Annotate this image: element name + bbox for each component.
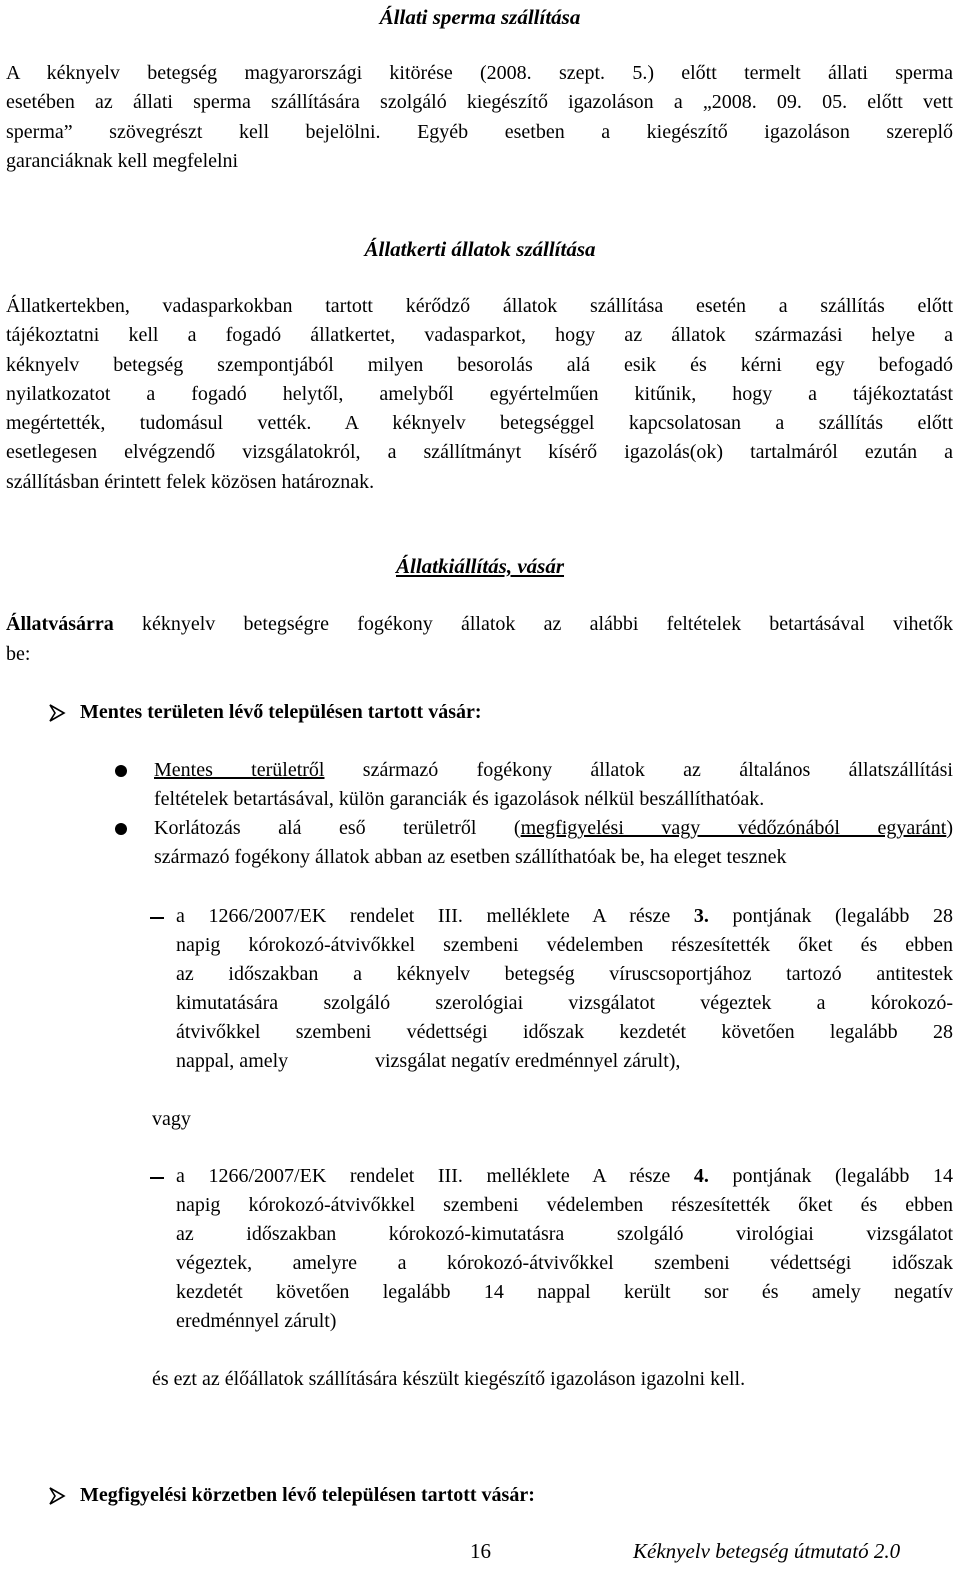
text-line: tájékoztatni kell a fogadó állatkertet, vadasparkot, hogy az állatok származási helye a: [6, 324, 953, 347]
dash2-line1: [176, 1162, 953, 1191]
dash1-last-part-a: nappal, amely: [176, 1050, 289, 1072]
text-line: szállításban érintett felek közösen határoznak.: [6, 470, 375, 493]
text-line: nyilatkozatot a fogadó helytől, amelyből egyértelműen kitűnik, hogy a tájékoztatást: [6, 382, 953, 405]
bullet1-line2: feltételek betartásával, külön garanciák és igazolások nélkül beszállíthatóak.: [154, 788, 765, 810]
dash2-line: kezdetét követően legalább 14 nappal került sor és amely negatív: [176, 1281, 953, 1303]
dash2-last-line: eredménnyel zárult): [176, 1310, 337, 1332]
heading-semen-transport: Állati sperma szállítása: [379, 5, 581, 29]
underlined-term: megfigyelési vagy védőzónából egyaránt: [520, 817, 947, 839]
arrow-bullet-icon: [48, 703, 66, 723]
dash2-line: végeztek, amelyre a kórokozó-átvivőkkel szembeni védettségi időszak: [176, 1252, 953, 1274]
footer-document-title: Kéknyelv betegség útmutató 2.0: [633, 1539, 901, 1563]
list-heading-free-zone-fair: Mentes területen lévő településen tartott vásár:: [80, 701, 482, 723]
dash1-line: átvivőkkel szembeni védettségi időszak kezdetét követően legalább 28: [176, 1021, 953, 1043]
fair-intro-line2: be:: [6, 643, 31, 665]
bullet2-tail: ): [946, 817, 953, 839]
point-number: 4.: [693, 1165, 709, 1187]
underlined-term: Mentes területről: [154, 759, 325, 781]
text-line: esetében az állati sperma szállítására szolgáló kiegészítő igazoláson a „2008. 09. 05. előtt vett: [6, 91, 953, 114]
dash1-line: az időszakban a kéknyelv betegség víruscsoportjához tartozó antitestek: [176, 963, 953, 985]
heading-zoo-transport: Állatkerti állatok szállítása: [364, 237, 596, 261]
bullet1-line1: [154, 756, 953, 785]
dash1-text: a 1266/2007/EK rendelet III. melléklete A része: [176, 905, 694, 927]
dash1-line: napig kórokozó-átvivőkkel szembeni védelemben részesítették őket és ebben: [176, 934, 953, 956]
dash2-text-post: pontjának (legalább 14: [708, 1165, 954, 1187]
text-line: sperma” szövegrészt kell bejelölni. Egyéb esetben a kiegészítő igazoláson szereplő: [6, 120, 953, 143]
bullet1-text: származó fogékony állatok az általános állatszállítási: [324, 759, 953, 781]
dash2-line: napig kórokozó-átvivőkkel szembeni védelemben részesítették őket és ebben: [176, 1194, 953, 1216]
text-line: megértették, tudomásul vették. A kéknyelv betegséggel kapcsolatosan a szállítás előtt: [6, 412, 953, 435]
dash-icon: [150, 1177, 164, 1179]
text-line: A kéknyelv betegség magyarországi kitörése (2008. szept. 5.) előtt termelt állati sperma: [6, 62, 953, 84]
dash1-last-part-b: vizsgálat negatív eredménnyel zárult),: [375, 1050, 681, 1072]
dash2-text: a 1266/2007/EK rendelet III. melléklete A része: [176, 1165, 694, 1187]
round-bullet-icon: [115, 765, 127, 777]
paragraph-semen: [6, 59, 953, 176]
intro-text: kéknyelv betegségre fogékony állatok az alábbi feltételek betartásával vihetők: [113, 613, 953, 635]
heading-exhibition-fair: Állatkiállítás, vásár: [395, 554, 565, 578]
bullet2-line1: [154, 814, 953, 843]
list-heading-surveillance-zone-fair: Megfigyelési körzetben lévő településen tartott vásár:: [80, 1484, 535, 1506]
fair-intro-line1: [6, 610, 953, 639]
intro-bold-term: Állatvásárra: [6, 613, 114, 635]
dash2-line: az időszakban kórokozó-kimutatásra szolgáló virológiai vizsgálatot: [176, 1223, 953, 1245]
conjunction-or: vagy: [152, 1108, 191, 1130]
dash1-line1: [176, 902, 953, 931]
round-bullet-icon: [115, 823, 127, 835]
arrow-bullet-icon: [48, 1486, 66, 1506]
dash1-text-post: pontjának (legalább 28: [708, 905, 954, 927]
bullet2-lead: Korlátozás alá eső területről (: [154, 817, 521, 839]
closing-sentence: és ezt az élőállatok szállítására készült kiegészítő igazoláson igazolni kell.: [152, 1368, 746, 1390]
text-line: garanciáknak kell megfelelni: [6, 149, 239, 172]
bullet2-line2: származó fogékony állatok abban az esetben szállíthatóak be, ha eleget tesznek: [154, 846, 787, 868]
point-number: 3.: [693, 905, 709, 927]
dash-icon: [150, 917, 164, 919]
paragraph-zoo: [6, 292, 953, 497]
dash1-line: kimutatására szolgáló szerológiai vizsgálatot végeztek a kórokozó-: [176, 992, 953, 1014]
page-number: 16: [470, 1539, 491, 1563]
text-line: esetlegesen elvégzendő vizsgálatokról, a szállítmányt kísérő igazolás(ok) tartalmáról ezután a: [6, 441, 953, 464]
text-line: Állatkertekben, vadasparkokban tartott kérődző állatok szállítása esetén a szállítás előtt: [6, 295, 953, 317]
text-line: kéknyelv betegség szempontjából milyen besorolás alá esik és kérni egy befogadó: [6, 353, 953, 376]
